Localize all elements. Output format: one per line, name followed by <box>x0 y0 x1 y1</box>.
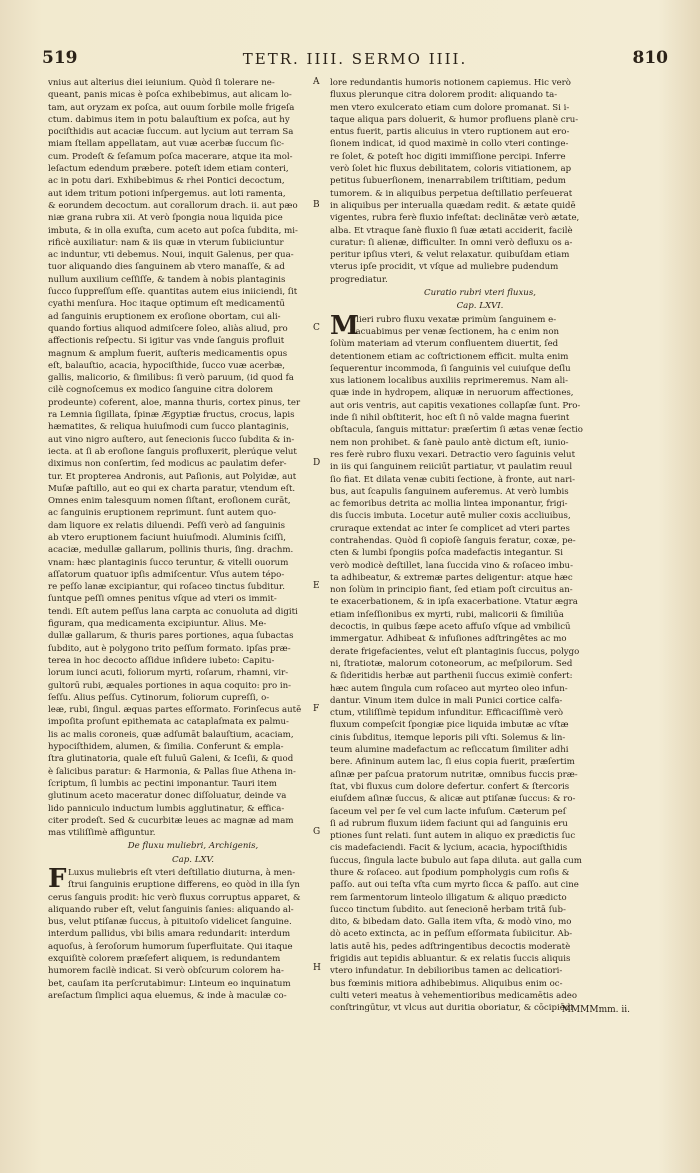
text-line: ſionem indicat, id quod maximè in collo vteri continge- <box>330 139 569 150</box>
text-line: eiuſdem aſinæ ſuccus, & alicæ aut ptiſanæ ſuccus: & ro- <box>330 794 576 805</box>
text-line: non ſolùm in principio fiant, ſed etiam poſt circuitus an- <box>330 585 573 596</box>
paragraph <box>330 310 630 1015</box>
text-line: cerus ſanguis prodit: hic verò fluxus corruptus apparet, & <box>48 892 301 903</box>
text-line: ra Lemnia ſigillata, ſpinæ Ægyptiæ fructus, crocus, lapis <box>48 410 295 421</box>
text-line: decoctis, in quibus ſæpe aceto affuſo vſque ad vmbilicū <box>330 622 571 633</box>
text-line: aſinæ per paſcua pratorum nutritæ, omnibus fuccis præ- <box>330 769 578 780</box>
margin-letter: A <box>313 77 320 87</box>
text-line: terea in hoc decocto aſſidue inſidere iubeto: Capitu- <box>48 655 275 666</box>
text-line: imbuta, & in olla exuſta, cum aceto aut poſca ſubdita, mi- <box>48 225 298 236</box>
text-line: tuor aliquando dies ſanguinem ab vtero manaſſe, & ad <box>48 262 285 273</box>
text-line: bus, aut ſcapulis ſanguinem auferemus. At verò lumbis <box>330 486 569 497</box>
text-line: ſucco ſuppreſſum eſſe. quantitas autem eius iniiciendi, ſit <box>48 287 298 298</box>
text-line: peritur ipſius vteri, & velut relaxatur. quibuſdam etiam <box>330 250 570 261</box>
text-line: ſtat, vbi fluxus cum dolore defertur. confert & ſtercoris <box>330 781 570 792</box>
text-line: ac femoribus detrita ac mollia lintea imponantur, frigi- <box>330 499 568 510</box>
text-line: ſi ad rubrum fluxum iidem faciunt qui ad ſanguinis eru <box>330 818 568 829</box>
running-head <box>42 48 668 74</box>
text-line: ſolùm materiam ad vterum confluentem diuertit, ſed <box>330 339 559 350</box>
text-line: ſuccus, ſingula lacte bubulo aut ſapa diluta. aut galla cum <box>330 855 582 866</box>
drop-cap: F <box>48 864 67 894</box>
text-line: Vlieri rubro fluxu vexatæ primùm ſanguinem e- <box>350 314 557 325</box>
text-line: aquoſus, à ſeroſorum humorum ſuperfluitate. Qui itaque <box>48 941 293 952</box>
text-line: areſactum ſimplici aqua eluemus, & inde à maculæ co- <box>48 990 287 1001</box>
text-line: bet, cauſam ita perſcrutabimur: Linteum eo inquinatum <box>48 978 291 989</box>
text-line: quando fortius aliquod admiſcere ſoleo, aliàs aliud, pro <box>48 323 288 334</box>
text-line: tumorem. & in aliquibus perpetua deſtillatio perſeuerat <box>330 188 573 199</box>
text-line: progrediatur. <box>330 274 388 285</box>
text-line: dam liquore ex relatis diluendi. Peſſi verò ad ſanguinis <box>48 520 286 531</box>
text-line: tendi. Eſt autem peſſus lana carpta ac conuoluta ad digiti <box>48 606 298 617</box>
text-line: aut vino nigro auſtero, aut ſenecionis ſucco ſubdita & in- <box>48 434 295 445</box>
paragraph <box>48 864 338 1002</box>
running-title: TETR. IIII. SERMO IIII. <box>242 50 468 68</box>
text-line: rificè auxiliatur: nam & iis quæ in vterum ſubiiciuntur <box>48 237 284 248</box>
text-line: vtero infundatur. In debilioribus tamen ac delicatiori- <box>330 966 563 977</box>
text-line: etiam inſeſſionibus ex myrti, rubi, malicorii & ſimiliūa <box>330 609 564 620</box>
text-line: bus fœminis mitiora adhibebimus. Aliquibus enim oc- <box>330 978 563 989</box>
text-line: bus, velut ptiſanæ ſuccus, à pituitoſo videlicet ſanguine. <box>48 917 292 928</box>
text-line: ſcriptum, ſi lumbis ac pectini imponantur. Tauri item <box>48 778 277 789</box>
text-line: res ferè rubro fluxu vexari. Detractio vero ſaguinis velut <box>330 449 576 460</box>
text-line: derate frigefacientes, velut eſt plantaginis ſuccus, polygo <box>330 646 580 657</box>
text-line: Omnes enim talesquum nomen ſiſtant, eroſionem curāt, <box>48 496 291 507</box>
text-line: miam ſtellam appellatam, aut vuæ acerbæ ſuccum ſic- <box>48 139 285 150</box>
text-line: cinis ſubditus, itemque leporis pili vſti. Solemus & lin- <box>330 732 566 743</box>
text-line: paſſo. aut oui teſta vſta cum myrto ſicca & paſſo. aut cine <box>330 880 579 891</box>
text-line: in aliquibus per interualla quædam redit. & ætate quidē <box>330 200 576 211</box>
text-line: ad ſanguinis eruptionem ex eroſione obortam, cui ali- <box>48 311 281 322</box>
text-line: fluxum compeſcit ſpongiæ pice liquida imbutæ ac vſtæ <box>330 720 569 731</box>
text-line: iecta. at ſi ab eroſione ſanguis profluxerit, plerúque velut <box>48 446 297 457</box>
text-line: ſio fiat. Et dilata venæ cubiti ſectione, à fronte, aut nari- <box>330 474 575 485</box>
text-line: aut idem tritum potioni inſpergemus. aut loti ramenta, <box>48 188 286 199</box>
text-line: cum. Prodeſt & ſeſamum poſca macerare, atque ita mol- <box>48 151 293 162</box>
margin-letter: H <box>313 963 321 973</box>
margin-letter: C <box>313 323 320 333</box>
text-line: thure & roſaceo. aut ſpodium pompholygis cum roſis & <box>330 868 570 878</box>
text-line: immergatur. Adhibeat & infuſiones adſtringêtes ac mo <box>330 634 567 645</box>
text-line: dis ſuccis imbuta. Locetur autē mulier coxis accliuibus, <box>330 511 571 522</box>
text-line: queant, panis micas è poſca exhibebimus, aut alicam lo- <box>48 90 292 101</box>
text-line: inde ſi nihil obſtiterit, hoc eſt ſi nō valde magna fuerint <box>330 413 570 424</box>
text-line: vnius aut alterius diei ieiunium. Quòd ſi tolerare ne- <box>48 78 275 88</box>
text-line: vigentes, rubra ferè fluxio infeſtat: declinātæ verò ætate, <box>330 213 580 224</box>
text-line: ſubdito, aut è polygono trito peſſum formato. ipſas præ- <box>48 643 291 654</box>
text-line: citer prodeſt. Sed & cucurbitæ leues ac magnæ ad mam <box>48 815 294 826</box>
text-line: diximus non conſertim, ſed modicus ac paulatim defer- <box>48 459 287 470</box>
margin-letter: F <box>313 704 320 714</box>
text-line: lido panniculo inductum lumbis agglutinatur, & effica- <box>48 803 285 814</box>
text-line: curatur: ſi alienæ, difficulter. In omni verò defluxu os a- <box>330 237 573 248</box>
text-line: impoſita proſunt epithemata ac cataplaſmata ex palmu- <box>48 717 289 728</box>
text-line: hypociſthidem, alumen, & ſimilia. Conferunt & empla- <box>48 742 284 753</box>
text-line: ſeſſu. Alius peſſus. Cytinorum, foliorum cupreſſi, o- <box>48 692 270 703</box>
text-line: prodeunte) coferent, aloe, manna thuris, cortex pinus, ter <box>48 397 301 408</box>
margin-letter: D <box>313 458 321 468</box>
text-line: leæ, rubi, ſingul. æquas partes eſſormato. Forinſecus autē <box>48 705 302 716</box>
text-line: ptiones ſunt relati. ſunt autem in aliquo ex prædictis ſuc <box>330 831 576 842</box>
text-line: eſt, balauſtio, acacia, hypociſthide, ſucco vuæ acerbæ, <box>48 360 285 371</box>
text-line: dò aceto extincta, ac in peſſum eſſormata ſubiicitur. Ab- <box>330 929 573 940</box>
text-line: cyathi menſura. Hoc itaque optimum eſt medicamentū <box>48 299 285 310</box>
text-line: contrahendas. Quòd ſi copioſè ſanguis feratur, coxæ, pe- <box>330 535 576 546</box>
text-line: ac in potu dari. Exhibebimus & rhei Pontici decoctum, <box>48 176 285 187</box>
text-line: bere. Afininum autem lac, ſi eius copia fuerit, præſertim <box>330 757 575 768</box>
text-line: frigidis aut tepidis abluantur. & ex relatis ſuccis aliquis <box>330 954 571 965</box>
text-line: gallis, malicorio, & ſimilibus: ſi verò paruum, (id quod fa <box>48 373 294 384</box>
text-line: re peſſo lanæ excipiantur, qui roſaceo tinctus ſubditur. <box>48 582 285 593</box>
chapter-heading: Cap. LXVI. <box>456 301 504 312</box>
text-line: magnum & amplum fuerit, auſteris medicamentis opus <box>48 348 288 359</box>
text-line: verò ſolet hic fluxus debilitatem, coloris vitiationem, ap <box>330 164 572 175</box>
margin-letter: E <box>313 581 320 591</box>
text-line: & ſideritidis herbæ aut parthenii ſuccus eximiè confert: <box>330 671 573 682</box>
text-line: taque aliqua pars doluerit, & humor profluens planè cru- <box>330 114 579 125</box>
text-line: teum alumine madefactum ac reſiccatum ſimiliter adhi <box>330 745 569 756</box>
text-line: ſtra glutinatoria, quale eſt fuluū Galeni, & Iceſii, & quod <box>48 754 294 765</box>
left-column <box>48 77 338 1002</box>
text-line: dantur. Vinum item dulce in mali Punici cortice calfa- <box>330 695 563 706</box>
text-line: aut oris ventris, aut capitis vexationes collapſæ ſunt. Pro- <box>330 400 581 411</box>
margin-letter: G <box>313 827 321 837</box>
text-line: lorum iunci acuti, foliorum myrti, roſarum, rhamni, vir- <box>48 668 289 679</box>
text-line: tur. Et propterea Andronis, aut Paſionis, aut Polyidæ, aut <box>48 471 297 482</box>
text-line: exquiſitè colorem præſefert aliquem, is redundantem <box>48 954 281 965</box>
text-line: hæmatites, & reliqua huiuſmodi cum ſucco plantaginis, <box>48 422 289 433</box>
text-line: figuram, qua medicamenta excipiuntur. Alius. Me- <box>48 619 267 630</box>
text-line: latis autē his, pedes adſtringentibus decoctis moderatè <box>330 941 571 952</box>
folio-left: 519 <box>42 48 78 68</box>
text-line: Muſæ paſtillo, aut eo qui ex charta paratur, vtendum eſt. <box>48 483 296 494</box>
folio-right: 810 <box>632 48 668 68</box>
text-line: ctum, vtiliſſimè tepidum infunditur. Efficaciſſimè verò <box>330 708 564 719</box>
text-line: xus lationem localibus auxiliis reprimeremus. Nam ali- <box>330 376 569 387</box>
text-line: men vtero exulcerato etiam cum dolore promanat. Si i- <box>330 102 570 113</box>
text-line: acaciæ, medullæ gallarum, pollinis thuris, ſing. drachm. <box>48 545 294 556</box>
text-line: ni, ſtratiotæ, malorum cotoneorum, ac meſpilorum. Sed <box>330 658 573 669</box>
text-line: conſtringūtur, vt vlcus aut duritia oboriatur, & cōcipiēdi <box>330 1003 574 1014</box>
text-line: alba. Et vtraque ſanè fluxio ſi ſuæ ætati acciderit, facilè <box>330 225 573 236</box>
text-line: ſuntque peſſi omnes penitus vſque ad vteri os immit- <box>48 594 277 605</box>
text-line: ſaceum vel per ſe vel cum lacte infuſum. Cæterum peſ <box>330 806 566 817</box>
text-line: interdum pallidus, vbi bilis amara redundarit: interdum <box>48 929 291 940</box>
text-line: glutinum aceto maceratur donec diſſoluatur, deinde va <box>48 791 287 802</box>
text-line: ab vtero eruptionem faciunt huiuſmodi. Aluminis ſciſſi, <box>48 532 286 543</box>
text-line: lore redundantis humoris notionem capiemus. Hic verò <box>330 78 571 88</box>
text-line: ac ſanguinis eruptionem reprimunt. ſunt autem quo- <box>48 508 277 519</box>
chapter-heading: Cap. LXV. <box>172 854 214 865</box>
text-line: tam, aut oryzam ex poſca, aut ouum ſorbile molle frigeſa <box>48 102 295 113</box>
signature-mark: MMMMmm. ii. <box>561 1005 630 1015</box>
text-line: vnam: hæc plantaginis ſucco teruntur, & vitelli ouorum <box>48 557 289 568</box>
text-line: quæ inde in hydropem, aliquæ in neruorum affectiones, <box>330 388 574 399</box>
text-line: cruraque extendat ac inter ſe complicet ad vteri partes <box>330 523 570 534</box>
right-column <box>330 77 630 1015</box>
drop-cap: M <box>330 310 359 341</box>
text-line: rem ſarmentorum linteolo illigatum & aliquo prædicto <box>330 892 567 903</box>
text-line: fluxus plerunque citra dolorem prodit: aliquando ta- <box>330 90 558 101</box>
text-line: mas vtiliſſimè affiguntur. <box>48 828 156 839</box>
chapter-heading: De fluxu muliebri, Archigenis, <box>127 841 259 852</box>
text-line: cis madefaciendi. Facit & lycium, acacia, hypociſthidis <box>330 843 568 854</box>
text-line: ac induntur, vti debemus. Noui, inquit Galenus, per qua- <box>48 250 294 261</box>
text-line: culti veteri meatus à vehementioribus medicamētis adeo <box>330 990 578 1001</box>
text-line: petitus ſubuerſionem, inenarrabilem triſtitiam, pedum <box>330 176 566 187</box>
text-line: & eorundem decoctum. aut corallorum drach. ii. aut pæo <box>48 200 298 211</box>
text-line: detentionem etiam ac coſtrictionem efficit. multa enim <box>330 351 569 362</box>
text-line: hæc autem ſingula cum roſaceo aut myrteo oleo infun- <box>330 683 568 694</box>
text-line: affectionis reſpectu. Si igitur vas vnde ſanguis profluit <box>48 336 285 347</box>
text-line: in iis qui ſanguinem reiiciūt partiatur, vt paulatim reuul <box>330 462 573 473</box>
text-line: aliquando ruber eſt, velut ſanguinis ſanies: aliquando al- <box>48 904 294 915</box>
text-line: aſſatorum quatuor ipſis admiſcentur. Vſus autem tépo- <box>48 569 285 580</box>
text-line: uacuabimus per venæ ſectionem, ha c enim non <box>350 326 560 337</box>
text-line: dito, & bibedam dato. Galla item vſta, & modò vino, mo <box>330 917 572 928</box>
text-line: entus fuerit, partis alicuius in vtero ruptionem aut ero- <box>330 127 570 138</box>
text-line: nullum auxilium ceſſiſſe, & tandem à nobis plantaginis <box>48 274 286 285</box>
text-line: cilè cognoſcemus ex modico ſanguine citra dolorem <box>48 385 274 396</box>
chapter-heading: Curatio rubri vteri fluxus, <box>424 288 536 299</box>
text-line: ſtrui ſanguinis eruptione differens, eo quòd in illa ſyn <box>68 880 300 891</box>
text-line: leſactum edendum præbere. poteſt idem etiam conteri, <box>48 164 289 175</box>
margin-letter: B <box>313 200 320 210</box>
text-line: è ſalicibus paratur: & Harmonia, & Pallas ſiue Athena in- <box>48 766 296 777</box>
text-line: nem non prohibet. & ſanè paulo antè dictum eſt, iunio- <box>330 437 569 448</box>
text-line: pociſthidis aut acaciæ ſuccum. aut lycium aut terram Sa <box>48 127 294 138</box>
text-line: gultorū rubi, æquales portiones in aqua coquito: pro in- <box>48 680 292 691</box>
text-line: obſtacula, ſanguis mittatur: præſertim ſi ætas venæ ſectio <box>330 425 583 436</box>
text-line: Luxus muliebris eſt vteri deſtillatio diuturna, à men- <box>68 868 296 878</box>
text-line: cten & lumbi ſpongiis poſca madefactis integantur. Si <box>330 548 564 559</box>
text-line: dullæ gallarum, & thuris pares portiones, aqua ſubactas <box>48 631 294 642</box>
text-line: ſucco tinctum ſubdito. aut ſenecionē herbam tritā ſub- <box>330 904 566 915</box>
text-line: ctum. dabimus item in potu balauſtium ex poſca, aut hy <box>48 114 290 125</box>
text-line: verò modicè deſtillet, lana ſuccida vino & roſaceo imbu- <box>330 560 573 571</box>
text-line: ſequerentur incommoda, ſi ſanguinis vel cuiuſque deſlu <box>330 363 571 374</box>
text-line: te exacerbationem, & in ipſa exacerbatione. Vtatur ægra <box>330 597 578 608</box>
text-line: re ſolet, & poteſt hoc digiti immiſſione percipi. Inferre <box>330 151 566 162</box>
text-line: ta adhibeatur, & extremæ partes deligentur: atque hæc <box>330 572 573 583</box>
text-line: lis ac malis coroneis, quæ adſumāt balauſtium, acaciam, <box>48 729 294 740</box>
text-line: niæ grana rubra xii. At verò ſpongia noua liquida pice <box>48 213 283 224</box>
text-line: vterus ipſe procidit, vt vſque ad muliebre pudendum <box>330 262 559 273</box>
text-line: humorem facilè indicat. Si verò obſcurum colorem ha- <box>48 966 284 977</box>
